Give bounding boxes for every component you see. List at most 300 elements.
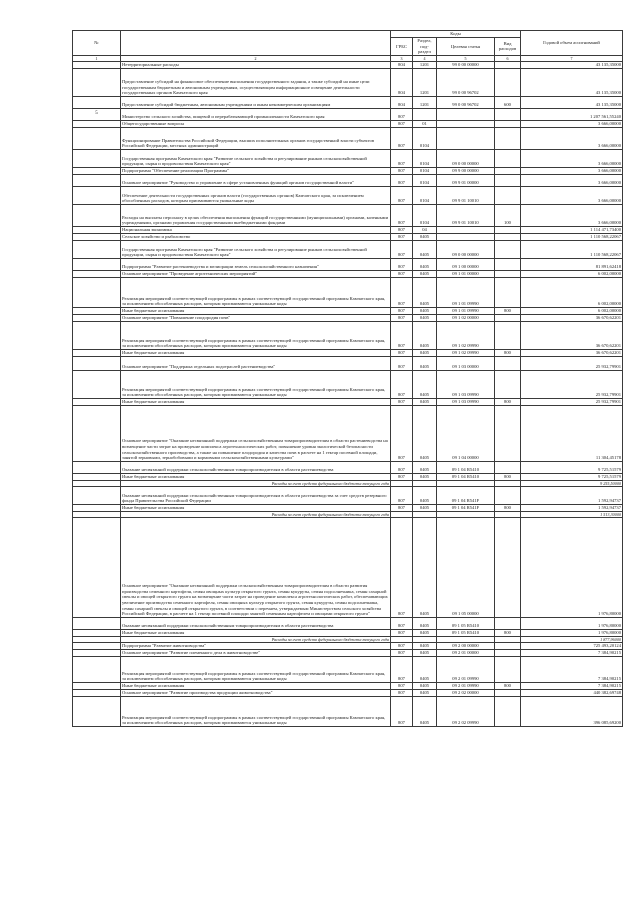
cell-expense-type — [495, 356, 521, 370]
cell-section: 0405 — [413, 629, 437, 636]
cell-section: 1201 — [413, 61, 437, 68]
cell-target — [437, 108, 495, 120]
cell-target: 09 9 01 10010 — [437, 186, 495, 204]
cell-name: Государственная программа Камчатского края "Развитие сельского хозяйства и регулирование рынков сельскохозяйственной продукции, сырья и продовольствия Камчатского края" — [121, 149, 391, 167]
cell-grbs: 807 — [391, 167, 413, 174]
cell-section: 0405 — [413, 307, 437, 314]
table-row — [73, 682, 623, 689]
cell-sum: 440 382,69748 — [521, 689, 623, 696]
table-row — [73, 270, 623, 277]
header-number: № — [73, 31, 121, 56]
cell-expense-type — [495, 186, 521, 204]
table-row — [73, 405, 623, 461]
cell-name: Иные бюджетные ассигнования — [121, 473, 391, 480]
cell-number — [73, 682, 121, 689]
cell-name: Министерство сельского хозяйства, пищевой и перерабатывающей промышленности Камчатского края — [121, 108, 391, 120]
cell-sum: 1 976,80000 — [521, 629, 623, 636]
cell-grbs: 807 — [391, 682, 413, 689]
cell-number — [73, 629, 121, 636]
cell-sum: 6 002,00000 — [521, 307, 623, 314]
cell-name: Оказание несвязанной поддержки сельскохозяйственным товаропроизводителям в области растениеводства за счет средств резервного фонда Правительства Российской Федерации — [121, 486, 391, 504]
cell-number — [73, 649, 121, 656]
cell-section: 0104 — [413, 204, 437, 226]
cell-sum: 36 670,62201 — [521, 349, 623, 356]
cell-section: 0405 — [413, 349, 437, 356]
cell-name: Общегосударственные вопросы — [121, 120, 391, 127]
cell-sum: 1 592,94737 — [521, 504, 623, 511]
cell-section: 0405 — [413, 277, 437, 307]
table-row — [73, 349, 623, 356]
cell-target: 09 1 05 00000 — [437, 517, 495, 617]
cell-name: Обеспечение деятельности государственных органов власти (государственных органов) Камчатского края, за исключением обособленных расходов, которым присваиваются уникальные коды — [121, 186, 391, 204]
cell-target: 99 0 00 96702 — [437, 68, 495, 96]
table-row — [73, 226, 623, 233]
cell-sum: 3 666,00000 — [521, 149, 623, 167]
cell-section: 0405 — [413, 696, 437, 726]
cell-expense-type — [495, 321, 521, 349]
cell-section: 0405 — [413, 240, 437, 258]
cell-number — [73, 226, 121, 233]
cell-target: 09 1 04 00000 — [437, 405, 495, 461]
header-expense-type: Вид расходов — [495, 38, 521, 56]
cell-expense-type — [495, 656, 521, 682]
cell-name: Подпрограмма "Развитие растениеводства и мелиорации земель сельскохозяйственного назначения" — [121, 258, 391, 270]
cell-sum: 25 932,79901 — [521, 370, 623, 398]
cell-section: 0104 — [413, 186, 437, 204]
cell-sum: 3 666,00000 — [521, 174, 623, 186]
cell-sum: 1 110 568,22067 — [521, 240, 623, 258]
cell-expense-type: 100 — [495, 204, 521, 226]
cell-target: 09 1 00 00000 — [437, 258, 495, 270]
cell-name: Расходы за счет средств федерального бюджета текущего года — [121, 511, 391, 517]
cell-sum: 1 976,80000 — [521, 617, 623, 629]
header-target: Целевая статья — [437, 38, 495, 56]
table-row — [73, 167, 623, 174]
cell-grbs: 807 — [391, 108, 413, 120]
table-row — [73, 149, 623, 167]
header-index-cell: 3 — [391, 55, 413, 61]
cell-number — [73, 204, 121, 226]
cell-target — [437, 233, 495, 240]
cell-number — [73, 405, 121, 461]
cell-name: Иные бюджетные ассигнования — [121, 307, 391, 314]
table-row — [73, 127, 623, 149]
cell-number — [73, 473, 121, 480]
cell-grbs: 807 — [391, 174, 413, 186]
header-codes-group: Коды — [391, 31, 521, 38]
cell-grbs: 807 — [391, 461, 413, 473]
cell-number — [73, 696, 121, 726]
cell-name: Основное мероприятие "Оказание несвязанной поддержки сельскохозяйственным товаропроизводителям в области развития производства семенного картофеля, семян овощных культур открытого грунта, семян кукурузы, семян подсолнечника, семян сахарной свеклы и овощей открытого грунта на возмещение части затрат на проведение комплекса агротехнологических работ, обеспечивающих увеличение производства семенного картофеля, семян овощных культур открытого грунта, семян кукурузы, семян подсолнечника, семян сахарной свеклы и овощей открытого грунта, в соответствии с перечнем, утверждаемым Министерством сельского хозяйства Российской Федерации, в расчете на 1 гектар посевной площади занятой семенным картофелем и овощами открытого грунта" — [121, 517, 391, 617]
cell-expense-type — [495, 258, 521, 270]
cell-grbs: 807 — [391, 240, 413, 258]
cell-grbs: 807 — [391, 233, 413, 240]
cell-number — [73, 167, 121, 174]
cell-number — [73, 642, 121, 649]
cell-target: 09 1 01 09990 — [437, 277, 495, 307]
cell-grbs: 807 — [391, 649, 413, 656]
cell-section: 0405 — [413, 233, 437, 240]
header-index-cell: 6 — [495, 55, 521, 61]
cell-number — [73, 349, 121, 356]
cell-number — [73, 61, 121, 68]
cell-target: 99 0 00 96702 — [437, 96, 495, 108]
cell-grbs: 807 — [391, 504, 413, 511]
cell-name: Основное мероприятие "Оказание несвязанной поддержки сельскохозяйственным товаропроизводителям в области растениеводства на возмещение части затрат на проведение комплекса агротехнологических работ, повышение уровня экологической безопасности сельскохозяйственного производства, а также на повышение плодородия и качества почв в расчете на 1 гектар посевной площади, занятой зерновыми, зернобобовыми и кормовыми сельскохозяйственными культурами" — [121, 405, 391, 461]
cell-target: 09 1 03 09990 — [437, 398, 495, 405]
cell-sum: 3 666,00000 — [521, 120, 623, 127]
cell-target — [437, 120, 495, 127]
cell-number — [73, 314, 121, 321]
cell-expense-type — [495, 370, 521, 398]
header-name-blank — [121, 31, 391, 56]
cell-grbs: 807 — [391, 120, 413, 127]
cell-number — [73, 186, 121, 204]
cell-name: Сельское хозяйство и рыболовство — [121, 233, 391, 240]
cell-number — [73, 517, 121, 617]
header-index-cell: 2 — [121, 55, 391, 61]
cell-section: 0405 — [413, 517, 437, 617]
cell-name: Расходы на выплаты персоналу в целях обеспечения выполнения функций государственными (муниципальными) органами, казенными учреждениями, органами управления государственными внебюджетными фондами — [121, 204, 391, 226]
table-row — [73, 370, 623, 398]
cell-sum: 1 877,96000 — [521, 636, 623, 642]
table-row — [73, 398, 623, 405]
cell-grbs: 807 — [391, 127, 413, 149]
cell-number — [73, 307, 121, 314]
cell-number — [73, 270, 121, 277]
cell-section: 1201 — [413, 68, 437, 96]
cell-expense-type — [495, 108, 521, 120]
cell-sum: 1 513,30000 — [521, 511, 623, 517]
cell-grbs: 807 — [391, 356, 413, 370]
table-row — [73, 68, 623, 96]
cell-expense-type — [495, 174, 521, 186]
cell-section: 0405 — [413, 473, 437, 480]
cell-sum: 25 932,79901 — [521, 398, 623, 405]
cell-section: 0405 — [413, 617, 437, 629]
cell-expense-type — [495, 405, 521, 461]
cell-grbs: 804 — [391, 96, 413, 108]
cell-expense-type: 800 — [495, 307, 521, 314]
cell-grbs: 807 — [391, 642, 413, 649]
table-row — [73, 696, 623, 726]
header-grbs: ГРБС — [391, 38, 413, 56]
cell-expense-type — [495, 226, 521, 233]
cell-grbs: 804 — [391, 61, 413, 68]
cell-target: 99 0 00 00000 — [437, 61, 495, 68]
cell-section: 01 — [413, 120, 437, 127]
cell-grbs: 807 — [391, 349, 413, 356]
cell-grbs: 807 — [391, 370, 413, 398]
cell-target: 09 2 01 09990 — [437, 682, 495, 689]
cell-number — [73, 233, 121, 240]
cell-target: 09 2 02 09990 — [437, 696, 495, 726]
cell-sum: 7 384,90215 — [521, 649, 623, 656]
table-row — [73, 461, 623, 473]
cell-name: Функционирование Правительства Российской Федерации, высших исполнительных органов государственной власти субъектов Российской Федерации, местных администраций — [121, 127, 391, 149]
header-index-cell: 1 — [73, 55, 121, 61]
cell-section: 0405 — [413, 486, 437, 504]
header-index-cell: 7 — [521, 55, 623, 61]
cell-expense-type — [495, 167, 521, 174]
cell-number — [73, 277, 121, 307]
cell-section: 0405 — [413, 689, 437, 696]
cell-expense-type: 800 — [495, 682, 521, 689]
cell-target: 09 1 04 R541F — [437, 504, 495, 511]
table-row — [73, 96, 623, 108]
cell-expense-type — [495, 68, 521, 96]
cell-target: 09 1 02 09990 — [437, 349, 495, 356]
cell-name: Подпрограмма "Развитие животноводства" — [121, 642, 391, 649]
cell-name: Иные бюджетные ассигнования — [121, 504, 391, 511]
cell-target — [437, 226, 495, 233]
cell-expense-type — [495, 642, 521, 649]
cell-sum: 3 666,00000 — [521, 167, 623, 174]
cell-grbs: 807 — [391, 307, 413, 314]
cell-sum: 43 135,35000 — [521, 61, 623, 68]
cell-number — [73, 356, 121, 370]
cell-expense-type — [495, 233, 521, 240]
table-row — [73, 617, 623, 629]
table-row — [73, 277, 623, 307]
cell-sum: 7 384,90215 — [521, 656, 623, 682]
cell-grbs: 807 — [391, 226, 413, 233]
cell-sum: 1 976,80000 — [521, 517, 623, 617]
cell-name: Нетерриториальные расходы — [121, 61, 391, 68]
cell-name: Расходы за счет средств федерального бюджета текущего года — [121, 480, 391, 486]
cell-number — [73, 370, 121, 398]
cell-grbs: 807 — [391, 204, 413, 226]
cell-target — [437, 127, 495, 149]
cell-expense-type — [495, 61, 521, 68]
cell-sum: 7 384,90215 — [521, 682, 623, 689]
cell-name: Расходы за счет средств федерального бюджета текущего года — [121, 636, 391, 642]
cell-name: Предоставление субсидий на финансовое обеспечение выполнения государственного задания, а также субсидий на иные цели государственным бюджетным и автономным учреждениям, осуществляющим информационное освещение деятельности государственных органов Камчатского края — [121, 68, 391, 96]
cell-name: Основное мероприятие "Повышение плодородия почв" — [121, 314, 391, 321]
cell-name: Иные бюджетные ассигнования — [121, 682, 391, 689]
cell-sum: 1 114 471,73400 — [521, 226, 623, 233]
cell-sum: 81 891,62418 — [521, 258, 623, 270]
cell-sum: 1 110 568,22067 — [521, 233, 623, 240]
cell-section: 0405 — [413, 398, 437, 405]
cell-grbs: 807 — [391, 258, 413, 270]
cell-sum: 43 135,35000 — [521, 68, 623, 96]
table-row — [73, 689, 623, 696]
cell-expense-type — [495, 486, 521, 504]
cell-expense-type: 800 — [495, 504, 521, 511]
cell-expense-type — [495, 689, 521, 696]
cell-target: 09 2 02 00000 — [437, 689, 495, 696]
cell-section: 04 — [413, 226, 437, 233]
cell-target: 09 1 05 R5410 — [437, 617, 495, 629]
cell-section: 0405 — [413, 356, 437, 370]
cell-section: 0405 — [413, 461, 437, 473]
cell-target: 09 1 03 00000 — [437, 356, 495, 370]
header-row — [73, 31, 623, 38]
cell-number — [73, 656, 121, 682]
cell-grbs: 807 — [391, 656, 413, 682]
cell-sum: 36 670,62201 — [521, 321, 623, 349]
cell-expense-type — [495, 270, 521, 277]
cell-target: 09 9 01 10010 — [437, 204, 495, 226]
cell-name: Реализация мероприятий соответствующей подпрограммы в рамках соответствующей государственной программы Камчатского края, за исключением обособленных расходов, которым присваиваются уникальные коды — [121, 277, 391, 307]
cell-name: Подпрограмма "Обеспечение реализации Программы" — [121, 167, 391, 174]
cell-expense-type: 800 — [495, 398, 521, 405]
cell-target: 09 1 02 09990 — [437, 321, 495, 349]
cell-expense-type: 600 — [495, 96, 521, 108]
header-section: Раздел, под-раздел — [413, 38, 437, 56]
cell-section: 0405 — [413, 504, 437, 511]
table-row — [73, 174, 623, 186]
cell-grbs: 807 — [391, 629, 413, 636]
cell-expense-type: 800 — [495, 473, 521, 480]
cell-number — [73, 127, 121, 149]
table-row — [73, 356, 623, 370]
table-row — [73, 629, 623, 636]
cell-sum: 725 493,20124 — [521, 642, 623, 649]
cell-sum: 3 666,00000 — [521, 127, 623, 149]
cell-section: 0104 — [413, 174, 437, 186]
cell-grbs: 807 — [391, 486, 413, 504]
cell-target: 09 1 04 R5410 — [437, 473, 495, 480]
cell-section: 0405 — [413, 270, 437, 277]
cell-grbs: 807 — [391, 696, 413, 726]
header-index-cell: 4 — [413, 55, 437, 61]
cell-grbs: 807 — [391, 314, 413, 321]
cell-number — [73, 321, 121, 349]
table-row — [73, 517, 623, 617]
cell-expense-type — [495, 461, 521, 473]
cell-number — [73, 689, 121, 696]
cell-section: 0405 — [413, 682, 437, 689]
cell-grbs: 807 — [391, 277, 413, 307]
cell-target: 09 1 04 R5410 — [437, 461, 495, 473]
cell-section — [413, 108, 437, 120]
cell-sum: 25 932,79901 — [521, 356, 623, 370]
cell-grbs: 807 — [391, 405, 413, 461]
table-row — [73, 186, 623, 204]
cell-name: Предоставление субсидий бюджетным, автономным учреждениям и иным некоммерческим организациям — [121, 96, 391, 108]
cell-name: Реализация мероприятий соответствующей подпрограммы в рамках соответствующей государственной программы Камчатского края, за исключением обособленных расходов, которым присваиваются уникальные коды — [121, 696, 391, 726]
cell-target: 09 1 01 09990 — [437, 307, 495, 314]
cell-grbs: 807 — [391, 270, 413, 277]
cell-target: 09 9 01 00000 — [437, 174, 495, 186]
budget-rows — [73, 61, 623, 726]
table-row — [73, 473, 623, 480]
cell-section: 0405 — [413, 314, 437, 321]
cell-target: 09 2 01 00000 — [437, 649, 495, 656]
cell-sum: 396 085,69200 — [521, 696, 623, 726]
cell-name: Иные бюджетные ассигнования — [121, 629, 391, 636]
budget-sheet — [72, 30, 622, 898]
cell-sum: 11 304,45178 — [521, 405, 623, 461]
cell-section: 0405 — [413, 649, 437, 656]
table-row — [73, 258, 623, 270]
cell-expense-type: 800 — [495, 629, 521, 636]
cell-number — [73, 174, 121, 186]
cell-grbs: 807 — [391, 689, 413, 696]
cell-section: 1201 — [413, 96, 437, 108]
cell-expense-type — [495, 120, 521, 127]
cell-sum: 1 207 561,55240 — [521, 108, 623, 120]
cell-sum: 43 135,35000 — [521, 96, 623, 108]
cell-name: Основное мероприятие "Поддержка отдельных подотраслей растениеводства" — [121, 356, 391, 370]
cell-expense-type — [495, 127, 521, 149]
header-sum: Годовой объем ассигнований — [521, 31, 623, 56]
table-row — [73, 240, 623, 258]
cell-number — [73, 240, 121, 258]
cell-sum: 3 666,00000 — [521, 204, 623, 226]
cell-section: 0405 — [413, 370, 437, 398]
table-row — [73, 656, 623, 682]
cell-name: Оказание несвязанной поддержки сельскохозяйственным товаропроизводителям в области растениеводства — [121, 461, 391, 473]
cell-number — [73, 149, 121, 167]
cell-name: Иные бюджетные ассигнования — [121, 349, 391, 356]
cell-sum: 1 592,94737 — [521, 486, 623, 504]
cell-number — [73, 258, 121, 270]
cell-expense-type — [495, 649, 521, 656]
cell-target: 09 1 02 00000 — [437, 314, 495, 321]
cell-target: 09 0 00 00000 — [437, 240, 495, 258]
cell-expense-type — [495, 149, 521, 167]
cell-grbs: 807 — [391, 617, 413, 629]
cell-number — [73, 486, 121, 504]
header-index-cell: 5 — [437, 55, 495, 61]
cell-number: 5 — [73, 108, 121, 120]
cell-target: 09 0 00 00000 — [437, 149, 495, 167]
table-row — [73, 233, 623, 240]
cell-grbs: 804 — [391, 68, 413, 96]
cell-expense-type — [495, 240, 521, 258]
cell-target: 09 9 00 00000 — [437, 167, 495, 174]
cell-name: Реализация мероприятий соответствующей подпрограммы в рамках соответствующей государственной программы Камчатского края, за исключением обособленных расходов, которым присваиваются уникальные коды — [121, 370, 391, 398]
cell-name: Реализация мероприятий соответствующей подпрограммы в рамках соответствующей государственной программы Камчатского края, за исключением обособленных расходов, которым присваиваются уникальные коды — [121, 656, 391, 682]
table-row — [73, 120, 623, 127]
cell-grbs: 807 — [391, 398, 413, 405]
cell-sum: 6 002,00000 — [521, 277, 623, 307]
cell-sum: 3 666,00000 — [521, 186, 623, 204]
cell-name: Основное мероприятие "Развитие племенного дела в животноводстве" — [121, 649, 391, 656]
cell-number — [73, 120, 121, 127]
cell-expense-type — [495, 617, 521, 629]
cell-number — [73, 504, 121, 511]
cell-section: 0405 — [413, 405, 437, 461]
cell-name: Реализация мероприятий соответствующей подпрограммы в рамках соответствующей государственной программы Камчатского края, за исключением обособленных расходов, которым присваиваются уникальные коды — [121, 321, 391, 349]
table-row — [73, 307, 623, 314]
cell-expense-type: 800 — [495, 349, 521, 356]
table-row — [73, 642, 623, 649]
table-row — [73, 61, 623, 68]
cell-section: 0405 — [413, 258, 437, 270]
table-row — [73, 486, 623, 504]
cell-number — [73, 68, 121, 96]
cell-name: Государственная программа Камчатского края "Развитие сельского хозяйства и регулирование рынков сельскохозяйственной продукции, сырья и продовольствия Камчатского края" — [121, 240, 391, 258]
table-row — [73, 108, 623, 120]
table-row — [73, 204, 623, 226]
budget-table — [72, 30, 623, 727]
cell-target: 09 1 01 00000 — [437, 270, 495, 277]
cell-number — [73, 96, 121, 108]
cell-grbs: 807 — [391, 186, 413, 204]
cell-target: 09 1 05 R5410 — [437, 629, 495, 636]
cell-section: 0405 — [413, 656, 437, 682]
cell-name: Основное мероприятие "Развитие производства продукции животноводства" — [121, 689, 391, 696]
table-row — [73, 314, 623, 321]
cell-sum: 9 725,51579 — [521, 473, 623, 480]
cell-grbs: 807 — [391, 473, 413, 480]
cell-expense-type — [495, 277, 521, 307]
cell-name: Оказание несвязанной поддержки сельскохозяйственным товаропроизводителям в области растениеводства — [121, 617, 391, 629]
